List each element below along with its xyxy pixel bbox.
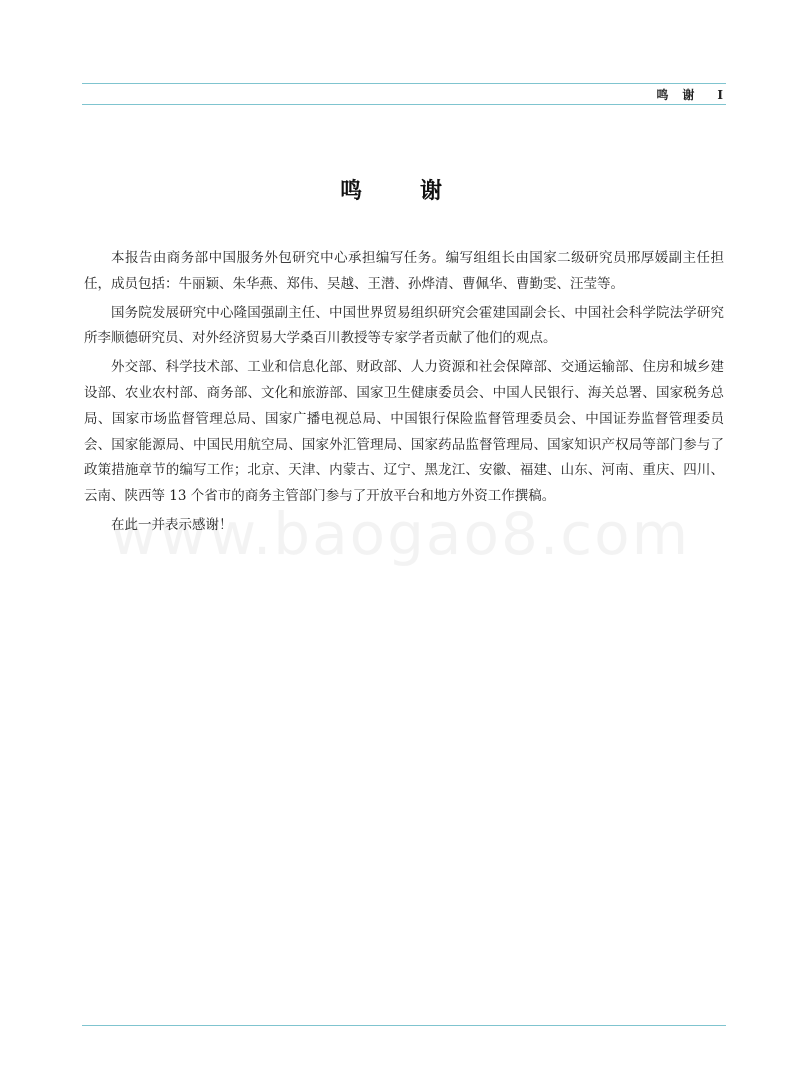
paragraph-thanks: 在此一并表示感谢！ [111,516,233,533]
running-header [656,86,724,103]
watermark [0,500,800,568]
header-rule-top [82,83,726,84]
footer-rule [82,1025,726,1026]
page-title: 鸣 谢 [339,178,460,204]
running-header-section: 鸣 谢 [656,88,696,102]
paragraph-departments: 外交部、科学技术部、工业和信息化部、财政部、人力资源和社会保障部、交通运输部、住房和城乡建设部、农业农村部、商务部、文化和旅游部、国家卫生健康委员会、中国人民银行、海关总署、国家税务总局、国家市场监督管理总局、国家广播电视总局、中国银行保险监督管理委员会、中国证券监督管理委员会、国家能源局、中国民用航空局、国家外汇管理局、国家药品监督管理局、国家知识产权局等部门参与了政策措施章节的编写工作；北京、天津、内蒙古、辽宁、黑龙江、安徽、福建、山东、河南、重庆、四川、云南、陕西等 13 个省市的商务主管部门参与了开放平台和地方外资工作撰稿。 [84,359,724,505]
paragraph-experts: 国务院发展研究中心隆国强副主任、中国世界贸易组织研究会霍建国副会长、中国社会科学院法学研究所李顺德研究员、对外经济贸易大学桑百川教授等专家学者贡献了他们的观点。 [84,304,724,347]
paragraph-authors: 本报告由商务部中国服务外包研究中心承担编写任务。编写组组长由国家二级研究员邢厚媛副主任担任，成员包括：牛丽颖、朱华燕、郑伟、吴越、王潜、孙烨清、曹佩华、曹勤雯、汪莹等。 [84,250,724,292]
running-header-page-number: I [717,88,724,102]
header-rule-bottom [82,104,726,105]
body-text [84,246,724,542]
